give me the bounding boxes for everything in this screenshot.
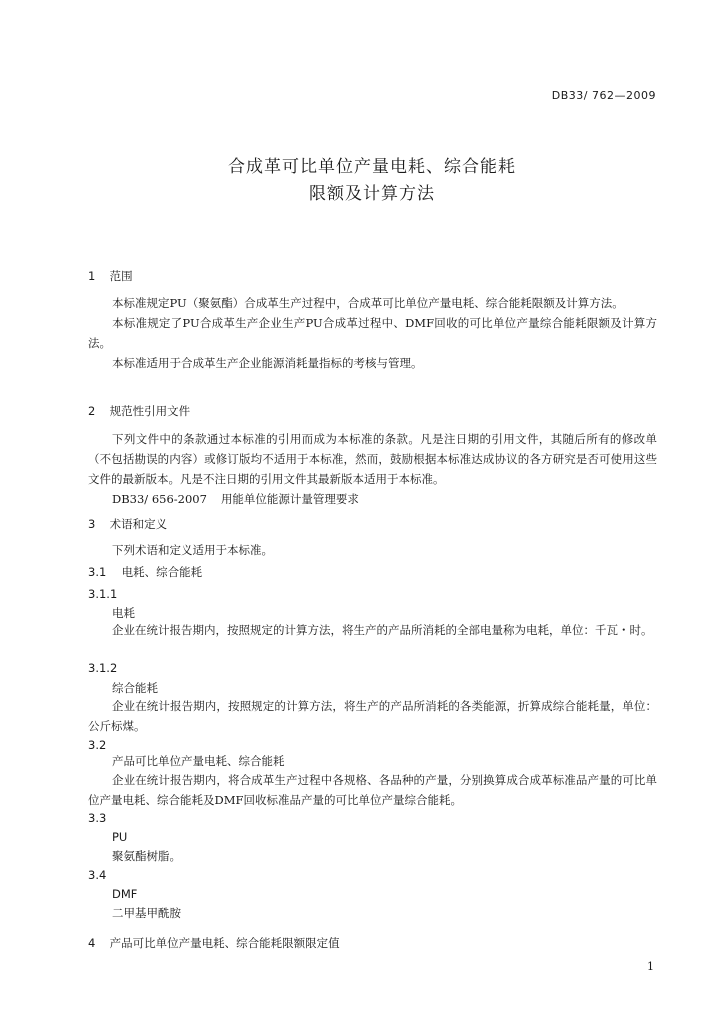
term-definition-text: 聚氨酯树脂。 bbox=[112, 849, 181, 863]
section-1-paragraph: 本标准规定PU（聚氨酯）合成革生产过程中，合成革可比单位产量电耗、综合能耗限额及计算方法。 bbox=[112, 296, 624, 310]
section-3-4-number: 3.4 bbox=[88, 868, 107, 882]
section-4-title: 产品可比单位产量电耗、综合能耗限额限定值 bbox=[109, 936, 340, 950]
section-3-3-number: 3.3 bbox=[88, 811, 107, 825]
section-3-2-number: 3.2 bbox=[88, 738, 107, 752]
term-name: 电耗 bbox=[112, 606, 135, 620]
section-2-heading bbox=[88, 403, 190, 419]
section-2-paragraph: 下列文件中的条款通过本标准的引用而成为本标准的条款。凡是注日期的引用文件，其随后所有的修改单（不包括勘误的内容）或修订版均不适用于本标准，然而，鼓励根据本标准达成协议的各方研究是否可使用这些文件的最新版本。凡是不注日期的引用文件其最新版本适用于本标准。 bbox=[88, 432, 657, 486]
section-4-number: 4 bbox=[88, 936, 96, 950]
term-definition-text: 企业在统计报告期内，将合成革生产过程中各规格、各品种的产量，分别换算成合成革标准品产量的可比单位产量电耗、综合能耗及DMF回收标准品产量的可比单位产量综合能耗。 bbox=[88, 773, 657, 807]
term-definition bbox=[88, 770, 657, 810]
section-3-1-number: 3.1 bbox=[88, 565, 107, 579]
page-number: 1 bbox=[647, 960, 654, 973]
reference-title: 用能单位能源计量管理要求 bbox=[220, 492, 359, 506]
section-3-1-2-number: 3.1.2 bbox=[88, 661, 118, 675]
section-3-number: 3 bbox=[88, 517, 96, 531]
term-definition-text: 企业在统计报告期内，按照规定的计算方法，将生产的产品所消耗的各类能源，折算成综合能耗量，单位：公斤标煤。 bbox=[88, 699, 657, 733]
standard-code: DB33/ 762—2009 bbox=[551, 89, 656, 102]
section-1-heading bbox=[88, 268, 133, 284]
section-2-number: 2 bbox=[88, 404, 96, 418]
document-title-line1: 合成革可比单位产量电耗、综合能耗 bbox=[228, 157, 516, 177]
reference-code: DB33/ 656-2007 bbox=[112, 492, 207, 506]
section-1-title: 范围 bbox=[109, 269, 133, 283]
section-3-1-heading bbox=[88, 564, 202, 580]
section-3-1-1-number: 3.1.1 bbox=[88, 587, 118, 601]
section-1-paragraph: 本标准适用于合成革生产企业能源消耗量指标的考核与管理。 bbox=[112, 356, 423, 370]
term-name: PU bbox=[112, 830, 128, 844]
section-1-body bbox=[88, 293, 657, 373]
section-3-1-title: 电耗、综合能耗 bbox=[121, 565, 203, 579]
section-4-heading bbox=[88, 935, 340, 951]
section-1-number: 1 bbox=[88, 269, 96, 283]
section-2-body bbox=[88, 429, 657, 509]
term-definition-text: 二甲基甲酰胺 bbox=[112, 906, 181, 920]
term-name: 综合能耗 bbox=[112, 681, 158, 695]
section-3-heading bbox=[88, 516, 167, 532]
section-3-intro bbox=[88, 540, 657, 560]
section-3-title: 术语和定义 bbox=[109, 517, 168, 531]
section-3-paragraph: 下列术语和定义适用于本标准。 bbox=[112, 543, 273, 557]
term-definition bbox=[88, 620, 657, 640]
term-name: 产品可比单位产量电耗、综合能耗 bbox=[112, 754, 285, 768]
normative-reference bbox=[88, 489, 657, 509]
term-definition bbox=[88, 903, 657, 923]
term-definition-text: 企业在统计报告期内，按照规定的计算方法，将生产的产品所消耗的全部电量称为电耗，单位：千瓦・时。 bbox=[112, 623, 653, 637]
section-1-paragraph: 本标准规定了PU合成革生产企业生产PU合成革过程中、DMF回收的可比单位产量综合能耗限额及计算方法。 bbox=[88, 316, 657, 350]
document-title-line2: 限额及计算方法 bbox=[309, 184, 435, 204]
section-2-title: 规范性引用文件 bbox=[109, 404, 191, 418]
term-definition bbox=[88, 696, 657, 736]
term-definition bbox=[88, 846, 657, 866]
term-name: DMF bbox=[112, 887, 138, 901]
